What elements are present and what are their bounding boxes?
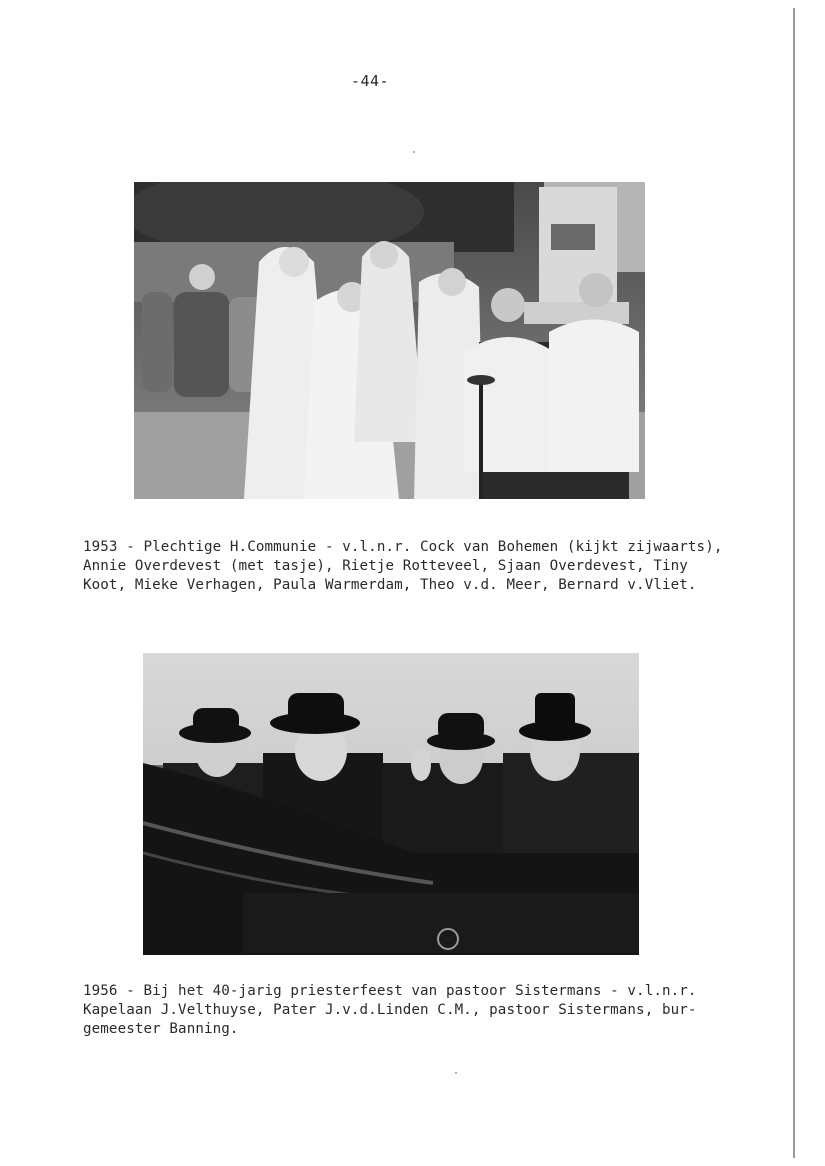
caption-line: Annie Overdevest (met tasje), Rietje Rotteveel, Sjaan Overdevest, Tiny [83,558,688,574]
caption-line: 1956 - Bij het 40-jarig priesterfeest van pastoor Sistermans - v.l.n.r. [83,983,697,999]
communion-procession-photo [134,182,645,499]
page-edge-line [793,8,795,1158]
page-number: -44- [350,72,390,90]
paper-speck [455,1072,457,1074]
priest-jubilee-carriage-photo [143,653,639,955]
caption-line: Koot, Mieke Verhagen, Paula Warmerdam, Theo v.d. Meer, Bernard v.Vliet. [83,577,697,593]
paper-speck [413,151,415,153]
caption-line: Kapelaan J.Velthuyse, Pater J.v.d.Linden C.M., pastoor Sistermans, bur- [83,1002,697,1018]
caption-communion [83,538,722,595]
caption-line: 1953 - Plechtige H.Communie - v.l.n.r. Cock van Bohemen (kijkt zijwaarts), [83,539,723,555]
caption-jubilee [83,982,697,1039]
caption-line: gemeester Banning. [83,1021,239,1037]
